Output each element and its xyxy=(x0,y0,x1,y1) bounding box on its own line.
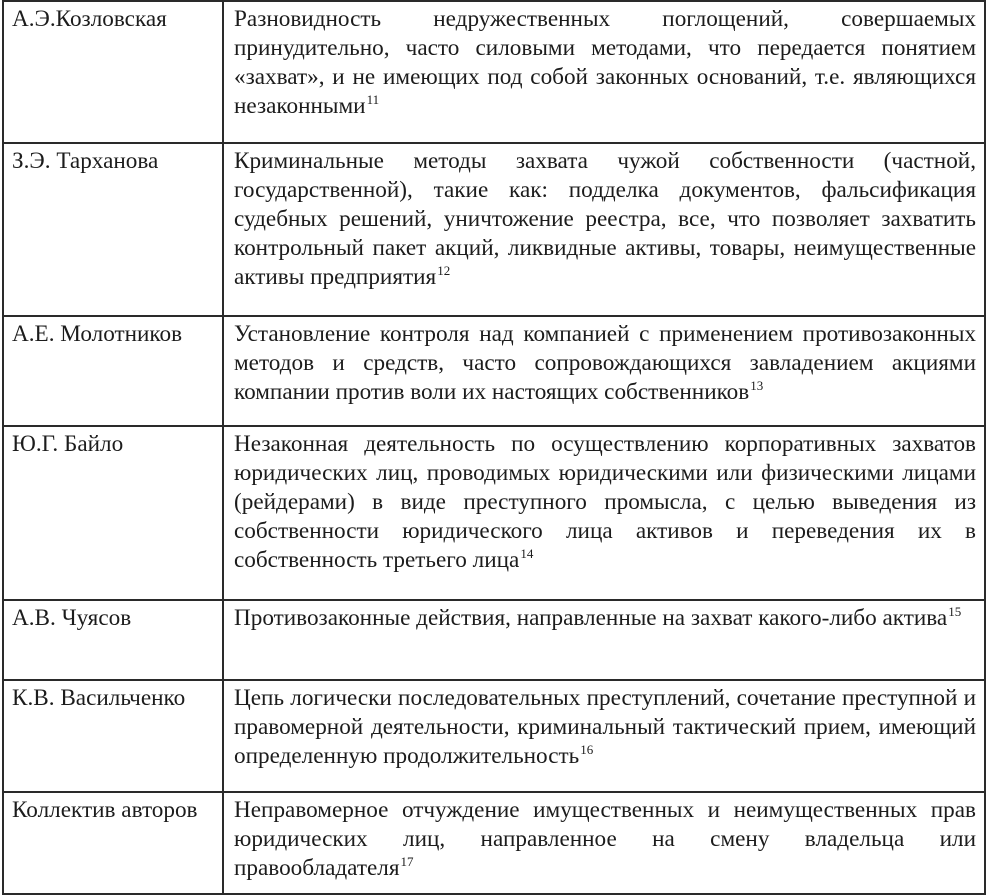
author-name: А.Э.Козловская xyxy=(12,6,167,32)
table-row xyxy=(3,680,985,792)
table-row xyxy=(3,426,985,600)
table-row xyxy=(3,316,985,426)
table-row xyxy=(3,600,985,680)
definition-text: Цепь логически последовательных преступлений, сочетание преступной и правомерной деятельности, криминальный тактический прием, имеющий определенную продолжительность xyxy=(234,685,976,769)
footnote-marker: 15 xyxy=(948,604,962,619)
table-row xyxy=(3,1,985,143)
definition-cell xyxy=(223,680,985,792)
definition-cell xyxy=(223,316,985,426)
author-cell xyxy=(3,426,223,600)
author-cell xyxy=(3,1,223,143)
definition-cell xyxy=(223,143,985,316)
definition-text: Неправомерное отчуждение имущественных и неимущественных прав юридических лиц, направленное на смену владельца или правообладателя xyxy=(234,797,976,881)
table-row xyxy=(3,792,985,894)
table-row xyxy=(3,143,985,316)
author-cell xyxy=(3,600,223,680)
footnote-marker: 17 xyxy=(400,854,414,869)
footnote-marker: 12 xyxy=(437,263,451,278)
definition-cell xyxy=(223,600,985,680)
author-name: Ю.Г. Байло xyxy=(12,431,124,457)
author-cell xyxy=(3,316,223,426)
definition-cell xyxy=(223,426,985,600)
definition-text: Разновидность недружественных поглощений, совершаемых принудительно, часто силовыми методами, что передается понятием «захват», и не имеющих под собой законных оснований, т.е. являющихся незаконными xyxy=(234,6,976,119)
definition-cell xyxy=(223,1,985,143)
author-cell xyxy=(3,680,223,792)
definition-text: Противозаконные действия, направленные на захват какого-либо актива xyxy=(234,605,948,631)
definition-text: Криминальные методы захвата чужой собственности (частной, государственной), такие как: подделка документов, фальсификация судебных решений, уничтожение реестра, все, что позволяет захватить контрольный пакет акций, ликвидные активы, товары, неимущественные активы предприятия xyxy=(234,148,976,290)
author-name: Коллектив авторов xyxy=(12,797,198,823)
definition-text: Установление контроля над компанией с применением противозаконных методов и средств, часто сопровождающихся завладением акциями компании против воли их настоящих собственников xyxy=(234,321,976,405)
author-cell xyxy=(3,143,223,316)
definition-cell xyxy=(223,792,985,894)
footnote-marker: 11 xyxy=(366,92,380,107)
author-cell xyxy=(3,792,223,894)
author-name: А.В. Чуясов xyxy=(12,605,132,631)
footnote-marker: 16 xyxy=(580,742,594,757)
author-name: З.Э. Тарханова xyxy=(12,148,159,174)
footnote-marker: 14 xyxy=(520,546,534,561)
author-name: А.Е. Молотников xyxy=(12,321,183,347)
author-name: К.В. Васильченко xyxy=(12,685,186,711)
definition-text: Незаконная деятельность по осуществлению корпоративных захватов юридических лиц, проводимых юридическими или физическими лицами (рейдерами) в виде преступного промысла, с целью выведения из собственности юридического лица активов и переведения их в собственность третьего лица xyxy=(234,431,976,573)
footnote-marker: 13 xyxy=(750,378,764,393)
definitions-table xyxy=(2,0,986,895)
